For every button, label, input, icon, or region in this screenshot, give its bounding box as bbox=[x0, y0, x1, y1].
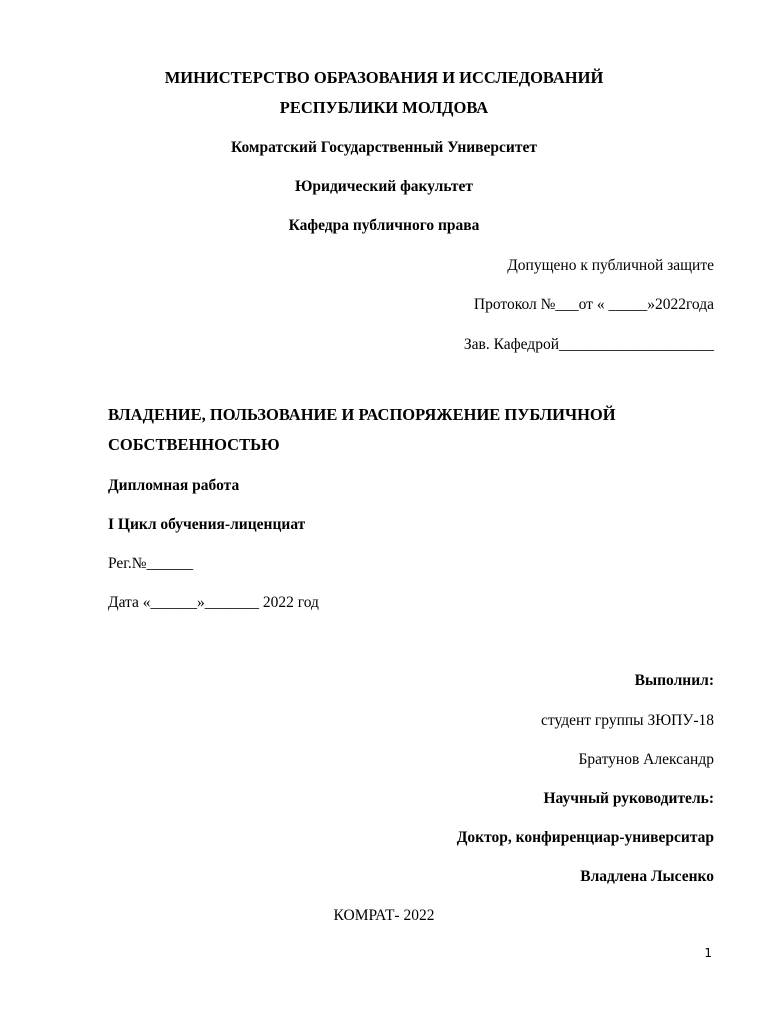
student-group: студент группы ЗЮПУ-18 bbox=[541, 712, 714, 729]
city-year: КОМРАТ- 2022 bbox=[333, 907, 435, 924]
thesis-title-line-1: ВЛАДЕНИЕ, ПОЛЬЗОВАНИЕ И РАСПОРЯЖЕНИЕ ПУБЛИЧНОЙ bbox=[108, 405, 616, 424]
admitted-text: Допущено к публичной защите bbox=[507, 257, 714, 274]
university-name: Комратский Государственный Университет bbox=[231, 139, 537, 156]
performed-by-label: Выполнил: bbox=[634, 672, 714, 689]
faculty-name: Юридический факультет bbox=[294, 178, 474, 195]
thesis-title-line-2: СОБСТВЕННОСТЬЮ bbox=[108, 435, 280, 454]
supervisor-name: Владлена Лысенко bbox=[580, 868, 714, 885]
department-name: Кафедра публичного права bbox=[288, 217, 480, 234]
page-number: 1 bbox=[704, 946, 712, 960]
ministry-line-2: РЕСПУБЛИКИ МОЛДОВА bbox=[279, 98, 489, 117]
ministry-line-1: МИНИСТЕРСТВО ОБРАЗОВАНИЯ И ИССЛЕДОВАНИЙ bbox=[164, 68, 604, 87]
work-type: Дипломная работа bbox=[108, 477, 240, 494]
study-cycle: I Цикл обучения-лиценциат bbox=[108, 516, 306, 533]
submission-date: Дата «______»_______ 2022 год bbox=[108, 594, 319, 611]
registration-number: Рег.№______ bbox=[108, 555, 194, 572]
student-name: Братунов Александр bbox=[578, 751, 714, 768]
supervisor-label: Научный руководитель: bbox=[543, 790, 714, 807]
protocol-text: Протокол №___от « _____»2022года bbox=[473, 296, 714, 313]
supervisor-title: Доктор, конфиренциар-университар bbox=[456, 829, 714, 846]
head-of-department-text: Зав. Кафедрой____________________ bbox=[463, 336, 714, 353]
